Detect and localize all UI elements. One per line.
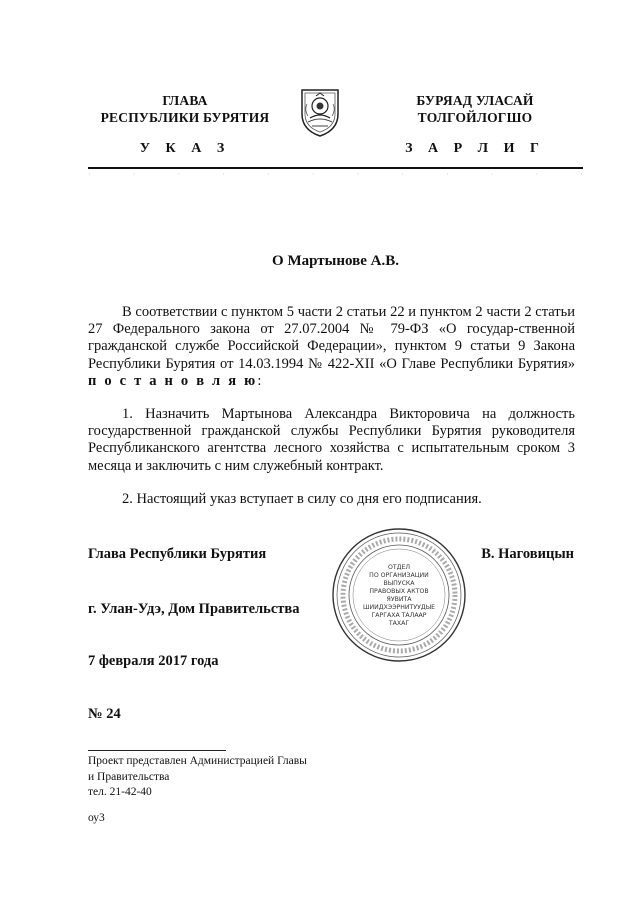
footnote-divider (88, 750, 226, 751)
preamble-text: В соответствии с пунктом 5 части 2 статьи 22 и пунктом 2 части 2 статьи 27 Федерального закона от 27.07.2004 № 79-ФЗ «О государ-ственной гражданской службе Российской Федерации», пунктом 9 статьи 9 Закона Республики Бурятия от 14.03.1994 № 422-XII «О Главе Республики Бурятия» (88, 304, 575, 372)
header-right-line-1: БУРЯАД УЛАСАЙ (416, 93, 534, 108)
clause-1 (88, 406, 575, 475)
header-left-line-2: РЕСПУБЛИКИ БУРЯТИЯ (100, 110, 270, 125)
preamble-paragraph (88, 304, 575, 390)
header-left-line-1: ГЛАВА (162, 93, 208, 108)
header-right-line-2: ТОЛГОЙЛОГШО (417, 110, 533, 125)
seal-line-5: ЯУВИТА (386, 596, 412, 603)
official-seal-stamp (330, 526, 468, 664)
document-number: № 24 (88, 706, 121, 722)
seal-line-1: ОТДЕЛ (387, 564, 411, 571)
footnote (88, 754, 307, 801)
place-of-signing: г. Улан-Удэ, Дом Правительства (88, 601, 300, 617)
signatory-position: Глава Республики Бурятия (88, 546, 267, 562)
clause-2-text: 2. Настоящий указ вступает в силу со дня его подписания. (122, 491, 482, 507)
document-date: 7 февраля 2017 года (88, 653, 219, 669)
seal-line-2: ПО ОРГАНИЗАЦИИ (369, 572, 429, 579)
seal-line-6: ШИИДХЭЭРНИТУУДЫЕ (362, 604, 436, 611)
header-dotted-line: · · · · · · · · · · · · (88, 170, 583, 179)
document-title: О Мартынове А.В. (272, 253, 399, 269)
footnote-line-1: Проект представлен Администрацией Главы (88, 755, 307, 767)
header-right (365, 92, 585, 126)
footnote-line-2: и Правительства (88, 770, 170, 783)
decree-colon: : (257, 372, 262, 389)
signatory-name: В. Наговицын (481, 546, 574, 562)
header-divider (88, 167, 583, 169)
clause-1-text: 1. Назначить Мартынова Александра Викторовича на должность государственной гражданской службы Республики Бурятия руководителя Республиканского агентства лесного хозяйства с испытательным сроком 3 месяца и заключить с ним служебный контракт. (88, 406, 575, 474)
clause-2 (88, 491, 575, 508)
seal-line-8: ТАХАГ (388, 620, 410, 627)
seal-line-3: ВЫПУСКА (383, 580, 415, 587)
document-code: оу3 (88, 812, 105, 824)
seal-line-4: ПРАВОВЫХ АКТОВ (369, 588, 429, 595)
footnote-line-3: тел. 21-42-40 (88, 786, 152, 798)
doc-type-left: У К А З (139, 141, 231, 156)
seal-line-7: ГАРГАХА ТАЛААР (371, 612, 427, 619)
header-left (60, 92, 310, 126)
doc-type-right: З А Р Л И Г (405, 141, 545, 156)
coat-of-arms-emblem (298, 84, 342, 138)
decree-word: п о с т а н о в л я ю (88, 372, 258, 389)
